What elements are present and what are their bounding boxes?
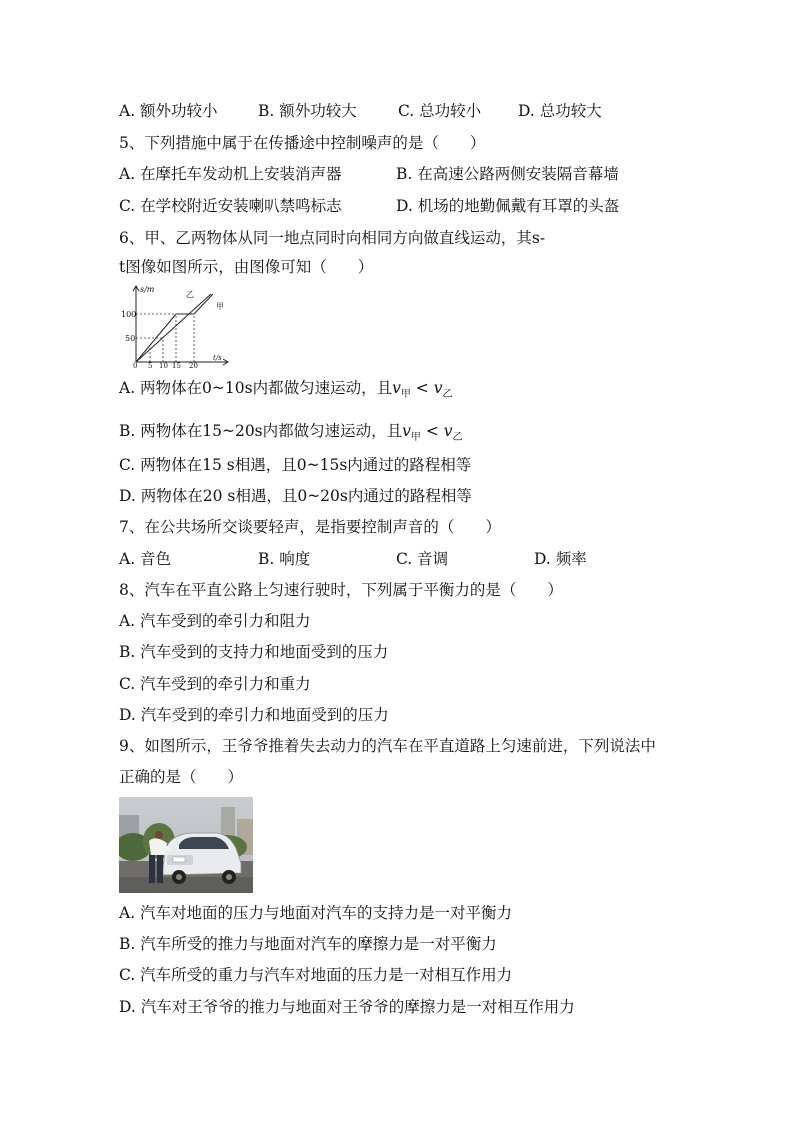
x-axis-label: t/s	[213, 354, 222, 362]
q8-option-c: C. 汽车受到的牵引力和重力	[119, 675, 311, 693]
q6-option-d: D. 两物体在20 s相遇，且0~20s内通过的路程相等	[119, 487, 472, 505]
x-tick-15: 15	[172, 362, 181, 368]
sub-yi: 乙	[442, 389, 453, 401]
x-tick-10: 10	[159, 362, 168, 368]
q5-option-d: D. 机场的地勤佩戴有耳罩的头盔	[396, 197, 620, 215]
v-symbol: v	[392, 379, 401, 397]
q9-option-d: D. 汽车对王爷爷的推力与地面对王爷爷的摩擦力是一对相互作用力	[119, 998, 575, 1016]
v-symbol: v	[402, 422, 411, 440]
q6-stem-line1: 6、甲、乙两物体从同一地点同时向相同方向做直线运动，其s-	[119, 229, 546, 247]
v-symbol: v	[443, 422, 453, 440]
x-tick-20: 20	[189, 362, 198, 368]
series-label-yi: 乙	[186, 290, 194, 299]
guide-lines	[136, 314, 194, 362]
y-tick-100: 100	[121, 310, 137, 319]
q6-stem-line2: t图像如图所示，由图像可知（ ）	[119, 258, 374, 276]
q7-option-b: B. 响度	[258, 550, 311, 568]
q5-option-b: B. 在高速公路两侧安装隔音幕墙	[396, 165, 619, 183]
sub-yi: 乙	[452, 432, 463, 444]
q4-option-b: B. 额外功较大	[258, 102, 357, 120]
less-than: <	[420, 422, 444, 440]
q9-option-b: B. 汽车所受的推力与地面对汽车的摩擦力是一对平衡力	[119, 935, 497, 953]
st-graph	[119, 284, 231, 368]
less-than: <	[410, 379, 434, 397]
sub-jia: 甲	[410, 432, 421, 444]
y-tick-50: 50	[125, 334, 136, 343]
q6-option-a	[119, 378, 452, 405]
q6-option-b	[119, 421, 463, 448]
x-tick-5: 5	[148, 362, 153, 368]
q7-stem: 7、在公共场所交谈要轻声，是指要控制声音的（ ）	[119, 518, 501, 536]
q9-stem-line1: 9、如图所示，王爷爷推着失去动力的汽车在平直道路上匀速前进，下列说法中	[119, 737, 656, 755]
series-yi-line	[136, 294, 211, 362]
q7-option-c: C. 音调	[396, 550, 449, 568]
q7-option-a: A. 音色	[119, 550, 172, 568]
series-label-jia: 甲	[216, 302, 224, 311]
q4-option-c: C. 总功较小	[398, 102, 482, 120]
q4-option-d: D. 总功较大	[518, 102, 602, 120]
q6-option-b-text: B. 两物体在15~20s内都做匀速运动，且	[119, 422, 403, 440]
x-tick-0: 0	[133, 362, 138, 368]
q8-option-a: A. 汽车受到的牵引力和阻力	[119, 612, 311, 630]
q6-option-c: C. 两物体在15 s相遇，且0~15s内通过的路程相等	[119, 456, 472, 474]
y-axis-label: s/m	[140, 285, 155, 294]
car-push-photo	[119, 797, 253, 893]
car-push-illustration	[119, 797, 253, 893]
sub-jia: 甲	[400, 389, 411, 401]
q5-option-c: C. 在学校附近安装喇叭禁鸣标志	[119, 197, 342, 215]
q6-option-a-text: A. 两物体在0~10s内都做匀速运动，且	[119, 379, 393, 397]
q4-option-a: A. 额外功较小	[119, 102, 218, 120]
q7-option-d: D. 频率	[534, 550, 587, 568]
q5-option-a: A. 在摩托车发动机上安装消声器	[119, 165, 342, 183]
v-symbol: v	[433, 379, 443, 397]
q8-option-b: B. 汽车受到的支持力和地面受到的压力	[119, 643, 389, 661]
q9-option-a: A. 汽车对地面的压力与地面对汽车的支持力是一对平衡力	[119, 904, 513, 922]
q5-stem: 5、下列措施中属于在传播途中控制噪声的是（ ）	[119, 134, 486, 152]
q8-option-d: D. 汽车受到的牵引力和地面受到的压力	[119, 706, 389, 724]
q9-stem-line2: 正确的是（ ）	[119, 768, 244, 786]
q8-stem: 8、汽车在平直公路上匀速行驶时，下列属于平衡力的是（ ）	[119, 581, 563, 599]
q9-option-c: C. 汽车所受的重力与汽车对地面的压力是一对相互作用力	[119, 966, 513, 984]
